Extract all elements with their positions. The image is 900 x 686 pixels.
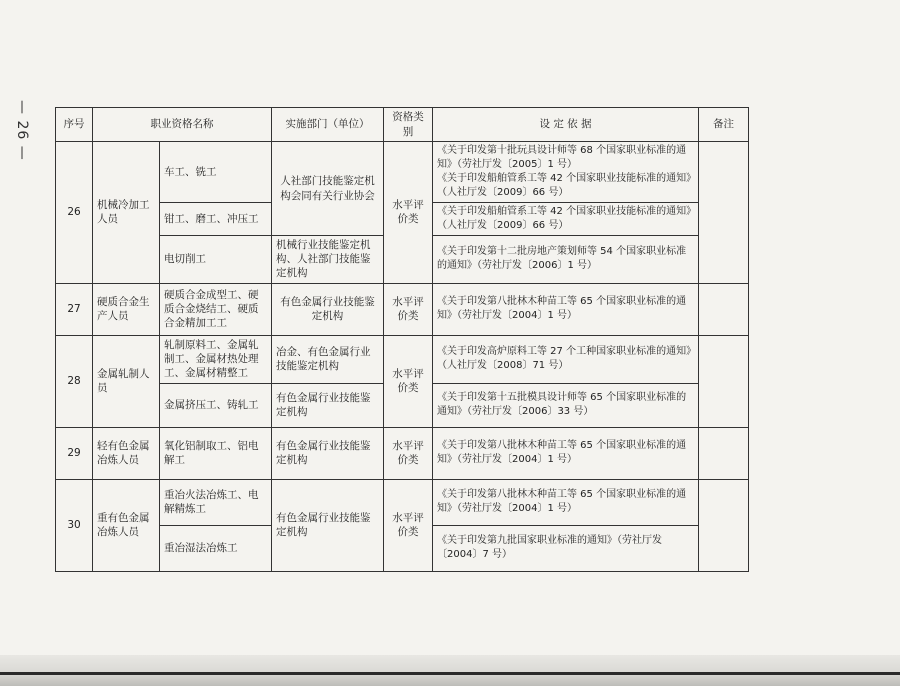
sub-name-cell: 轧制原料工、金属轧制工、金属材热处理工、金属材精整工 (160, 335, 272, 383)
sub-name-cell: 重冶湿法冶炼工 (160, 525, 272, 571)
cat-cell: 水平评价类 (384, 283, 433, 335)
sub-name-cell: 重冶火法冶炼工、电解精炼工 (160, 479, 272, 525)
note-cell (699, 427, 749, 479)
group-cell: 硬质合金生产人员 (93, 283, 160, 335)
note-cell (699, 479, 749, 571)
header-dept: 实施部门（单位） (272, 108, 384, 142)
table-row (56, 427, 749, 479)
group-cell: 轻有色金属冶炼人员 (93, 427, 160, 479)
group-cell: 重有色金属冶炼人员 (93, 479, 160, 571)
seq-cell: 28 (56, 335, 93, 427)
basis-cell: 《关于印发船舶管系工等 42 个国家职业技能标准的通知》（人社厅发〔2009〕66 号） (433, 203, 699, 236)
header-note: 备注 (699, 108, 749, 142)
table-row (56, 335, 749, 383)
seq-cell: 29 (56, 427, 93, 479)
basis-cell: 《关于印发第九批国家职业标准的通知》（劳社厅发〔2004〕7 号） (433, 525, 699, 571)
basis-cell: 《关于印发第八批林木种苗工等 65 个国家职业标准的通知》（劳社厅发〔2004〕1 号） (433, 479, 699, 525)
table-row (56, 283, 749, 335)
scan-line (0, 672, 900, 675)
basis-cell: 《关于印发第八批林木种苗工等 65 个国家职业标准的通知》（劳社厅发〔2004〕1 号） (433, 283, 699, 335)
basis-line: 《关于印发第十批玩具设计师等 68 个国家职业标准的通知》（劳社厅发〔2005〕1 号） (437, 145, 687, 170)
cat-cell: 水平评价类 (384, 335, 433, 427)
sub-name-cell: 氧化铝制取工、铝电解工 (160, 427, 272, 479)
table-row (56, 479, 749, 525)
dept-cell: 有色金属行业技能鉴定机构 (272, 283, 384, 335)
dept-cell: 人社部门技能鉴定机构会同有关行业协会 (272, 142, 384, 236)
cat-cell: 水平评价类 (384, 142, 433, 284)
dept-cell: 有色金属行业技能鉴定机构 (272, 479, 384, 571)
cat-cell: 水平评价类 (384, 479, 433, 571)
dept-cell: 有色金属行业技能鉴定机构 (272, 427, 384, 479)
header-name: 职业资格名称 (93, 108, 272, 142)
header-row (56, 108, 749, 142)
basis-line: 《关于印发船舶管系工等 42 个国家职业技能标准的通知》（人社厅发〔2009〕66 号） (437, 173, 692, 198)
header-seq: 序号 (56, 108, 93, 142)
sub-name-cell: 钳工、磨工、冲压工 (160, 203, 272, 236)
note-cell (699, 142, 749, 284)
seq-cell: 30 (56, 479, 93, 571)
sub-name-cell: 硬质合金成型工、硬质合金烧结工、硬质合金精加工工 (160, 283, 272, 335)
sub-name-cell: 金属挤压工、铸轧工 (160, 383, 272, 427)
group-cell: 机械冷加工人员 (93, 142, 160, 284)
basis-cell: 《关于印发第八批林木种苗工等 65 个国家职业标准的通知》（劳社厅发〔2004〕1 号） (433, 427, 699, 479)
dept-cell: 机械行业技能鉴定机构、人社部门技能鉴定机构 (272, 236, 384, 284)
page-number: — 26 — (14, 100, 30, 161)
note-cell (699, 335, 749, 427)
sub-name-cell: 电切削工 (160, 236, 272, 284)
note-cell (699, 283, 749, 335)
basis-cell (433, 142, 699, 203)
header-basis: 设 定 依 据 (433, 108, 699, 142)
seq-cell: 26 (56, 142, 93, 284)
basis-cell: 《关于印发高炉原料工等 27 个工种国家职业标准的通知》（人社厅发〔2008〕71 号） (433, 335, 699, 383)
group-cell: 金属轧制人员 (93, 335, 160, 427)
table-row (56, 142, 749, 203)
header-cat: 资格类别 (384, 108, 433, 142)
dept-cell: 有色金属行业技能鉴定机构 (272, 383, 384, 427)
basis-cell: 《关于印发第十五批模具设计师等 65 个国家职业标准的通知》（劳社厅发〔2006〕33 号） (433, 383, 699, 427)
scan-edge (0, 655, 900, 686)
cat-cell: 水平评价类 (384, 427, 433, 479)
seq-cell: 27 (56, 283, 93, 335)
sub-name-cell: 车工、铣工 (160, 142, 272, 203)
dept-cell: 冶金、有色金属行业技能鉴定机构 (272, 335, 384, 383)
qualification-table (55, 107, 749, 572)
basis-cell: 《关于印发第十二批房地产策划师等 54 个国家职业标准的通知》（劳社厅发〔2006〕1 号） (433, 236, 699, 284)
